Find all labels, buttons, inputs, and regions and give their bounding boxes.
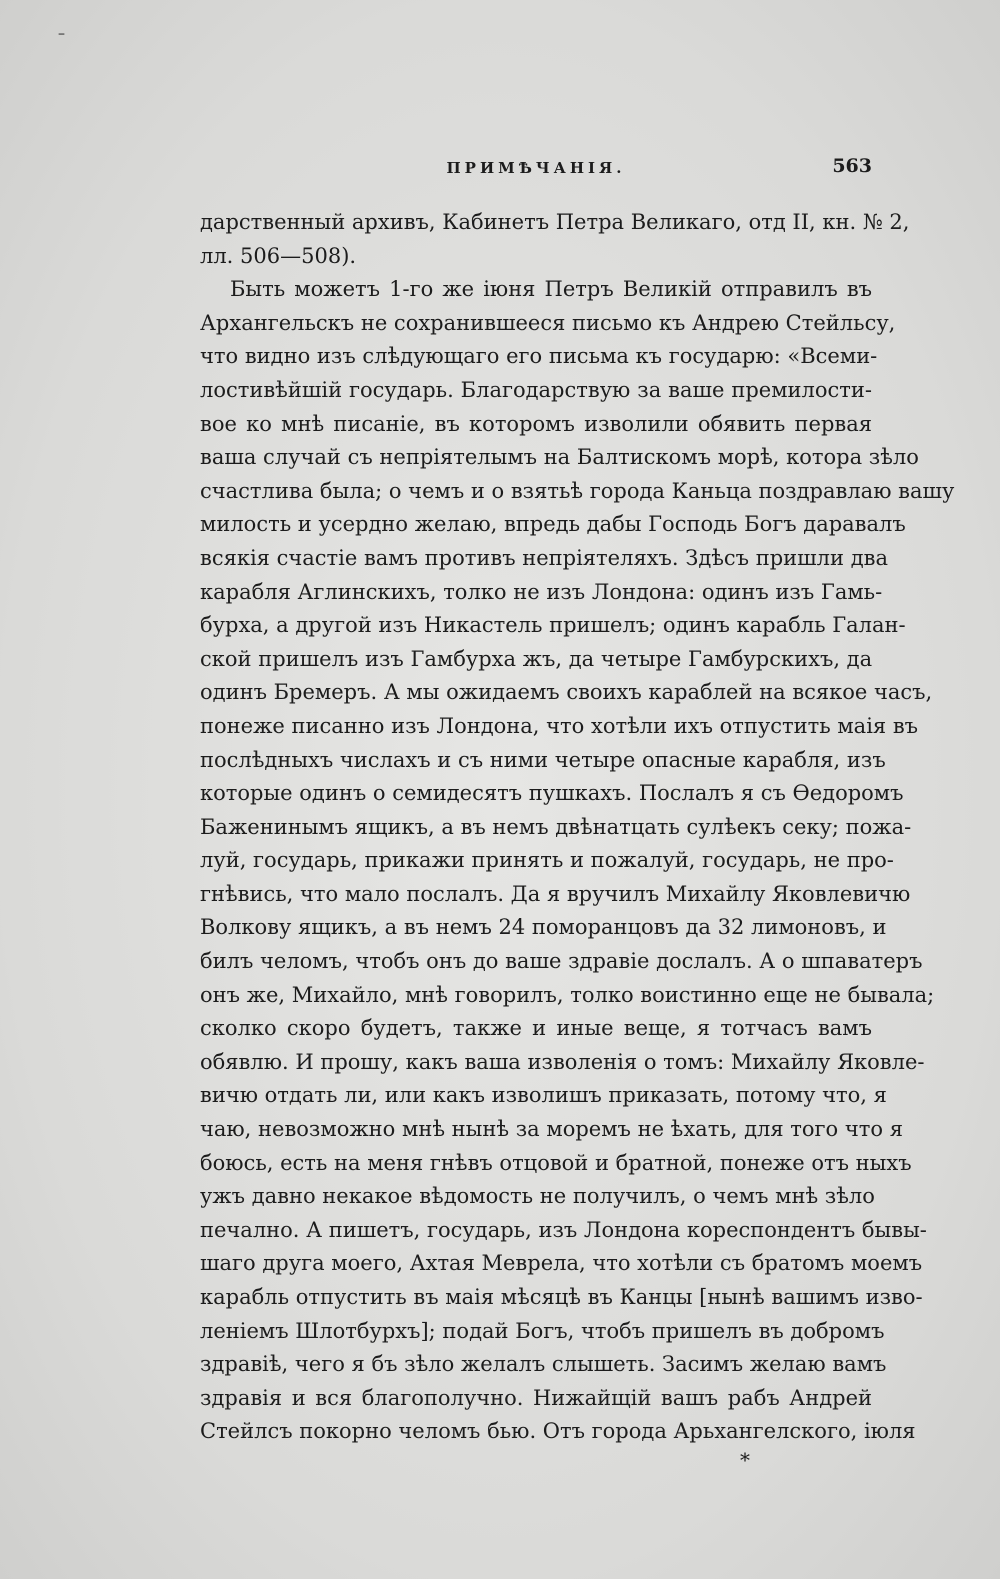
text-line: что видно изъ слѣдующаго его письма къ государю: «Всеми- xyxy=(200,344,878,369)
signature-mark: * xyxy=(740,1448,750,1472)
text-line: ужъ давно некакое вѣдомость не получилъ, о чемъ мнѣ зѣло xyxy=(200,1184,875,1209)
text-line: дарственный архивъ, Кабинетъ Петра Великаго, отд II, кн. № 2, xyxy=(200,210,910,234)
text-line: обявлю. И прошу, какъ ваша изволенія о томъ: Михайлу Яковле- xyxy=(200,1049,925,1074)
text-line: лл. 506—508). xyxy=(200,243,357,268)
page-number: 563 xyxy=(832,155,872,177)
text-line: чаю, невозможно мнѣ нынѣ за моремъ не ѣхать, для того что я xyxy=(200,1117,903,1142)
body-text xyxy=(200,206,955,1449)
text-line: милость и усердно желаю, впредь дабы Господь Богъ даравалъ xyxy=(200,512,906,537)
text-line: Быть можетъ 1-го же іюня Петръ Великій отправилъ въ xyxy=(230,277,872,302)
running-head xyxy=(200,155,872,185)
text-line: онъ же, Михайло, мнѣ говорилъ, толко воистинно еще не бывала; xyxy=(200,982,935,1007)
text-line: луй, государь, прикажи принять и пожалуй, государь, не про- xyxy=(200,848,894,873)
text-line: печално. А пишетъ, государь, изъ Лондона кореспондентъ бывы- xyxy=(200,1217,927,1242)
text-line: ской пришелъ изъ Гамбурха жъ, да четыре Гамбурскихъ, да xyxy=(200,646,873,671)
text-line: лостивѣйшій государь. Благодарствую за ваше премилости- xyxy=(200,377,872,402)
text-line: Волкову ящикъ, а въ немъ 24 поморанцовъ да 32 лимоновъ, и xyxy=(200,915,887,940)
text-line: боюсь, есть на меня гнѣвъ отцовой и братной, понеже отъ ныхъ xyxy=(200,1150,912,1175)
text-line: здравія и вся благополучно. Нижайщій вашъ рабъ Андрей xyxy=(200,1385,872,1410)
text-line: ваша случай съ непріятелымъ на Балтискомъ морѣ, котора зѣло xyxy=(200,445,919,470)
text-line: которые одинъ о семидесятъ пушкахъ. Послалъ я съ Өедоромъ xyxy=(200,781,904,806)
text-line: Архангельскъ не сохранившееся письмо къ Андрею Стейльсу, xyxy=(200,310,896,335)
text-line: счастлива была; о чемъ и о взятьѣ города Каньца поздравлаю вашу xyxy=(200,478,955,503)
running-title: ПРИМѢЧАНІЯ. xyxy=(446,159,626,177)
corner-mark: – xyxy=(58,26,65,42)
text-line: здравіѣ, чего я бъ зѣло желалъ слышеть. Засимъ желаю вамъ xyxy=(200,1352,887,1377)
text-line: вое ко мнѣ писаніе, въ которомъ изволили обявить первая xyxy=(200,411,872,436)
text-line: сколко скоро будетъ, также и иные веще, я тотчасъ вамъ xyxy=(200,1016,872,1041)
text-line: послѣдныхъ числахъ и съ ними четыре опасные карабля, изъ xyxy=(200,747,886,772)
text-line: билъ челомъ, чтобъ онъ до ваше здравіе дослалъ. А о шпаватеръ xyxy=(200,949,923,974)
text-line: Баженинымъ ящикъ, а въ немъ двѣнатцать сулѣекъ секу; пожа- xyxy=(200,814,912,839)
text-line: карабля Аглинскихъ, толко не изъ Лондона: одинъ изъ Гамь- xyxy=(200,579,883,604)
text-line: гнѣвись, что мало послалъ. Да я вручилъ Михайлу Яковлевичю xyxy=(200,881,911,906)
text-line: карабль отпустить въ маія мѣсяцѣ въ Канцы [нынѣ вашимъ изво- xyxy=(200,1285,923,1309)
text-line: Стейлсъ покорно челомъ бью. Отъ города Арьхангелского, іюля xyxy=(200,1419,916,1444)
text-line: леніемъ Шлотбурхъ]; подай Богъ, чтобъ пришелъ въ добромъ xyxy=(200,1318,885,1343)
text-line: всякія счастіе вамъ противъ непріятеляхъ. Здѣсъ пришли два xyxy=(200,545,888,570)
text-line: вичю отдать ли, или какъ изволишъ приказать, потому что, я xyxy=(200,1083,887,1108)
text-line: бурха, а другой изъ Никастель пришелъ; одинъ карабль Галан- xyxy=(200,613,906,638)
text-line: шаго друга моего, Ахтая Меврела, что хотѣли съ братомъ моемъ xyxy=(200,1251,923,1276)
text-line: понеже писанно изъ Лондона, что хотѣли ихъ отпустить маія въ xyxy=(200,713,919,738)
text-line: одинъ Бремеръ. А мы ожидаемъ своихъ караблей на всякое часъ, xyxy=(200,680,933,705)
